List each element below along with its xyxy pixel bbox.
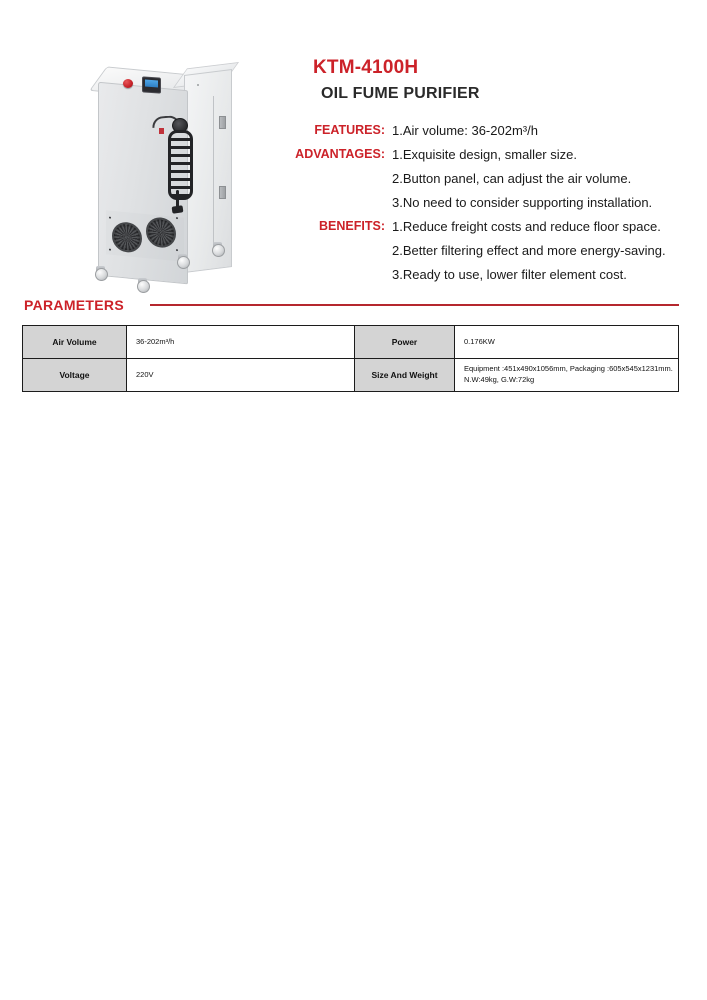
spec-label-features: FEATURES: (314, 123, 385, 137)
param-value-size-and-weight: Equipment :451x490x1056mm, Packaging :605x545x1231mm. N.W:49kg, G.W:72kg (455, 359, 679, 392)
product-photo (60, 48, 270, 298)
param-key-power: Power (355, 326, 455, 359)
spec-value-benefits-3: 3.Ready to use, lower filter element cost. (392, 267, 627, 282)
panel-screw (109, 249, 111, 251)
product-subtitle: OIL FUME PURIFIER (321, 84, 480, 102)
table-row (23, 326, 679, 359)
indicator-dot-icon (197, 84, 199, 86)
param-key-size-and-weight: Size And Weight (355, 359, 455, 392)
fan-grille-right-icon (146, 216, 176, 249)
spec-value-features-1: 1.Air volume: 36-202m³/h (392, 123, 538, 138)
spec-value-advantages-3: 3.No need to consider supporting installation. (392, 195, 653, 210)
caster-wheel (136, 278, 149, 293)
param-value-voltage: 220V (127, 359, 355, 392)
caster-wheel (94, 266, 107, 281)
spec-group-features (288, 120, 698, 141)
spec-group-advantages (288, 144, 698, 165)
door-hinge-lower (219, 186, 226, 199)
spec-label-benefits: BENEFITS: (319, 219, 385, 233)
panel-screw (176, 217, 178, 219)
spec-value-benefits-1: 1.Reduce freight costs and reduce floor space. (392, 219, 661, 234)
parameters-table (22, 325, 679, 392)
product-title-block (313, 58, 480, 102)
spec-label-advantages: ADVANTAGES: (295, 147, 385, 161)
spec-value-benefits-2: 2.Better filtering effect and more energy-saving. (392, 243, 666, 258)
spec-value-advantages-1: 1.Exquisite design, smaller size. (392, 147, 577, 162)
param-key-voltage: Voltage (23, 359, 127, 392)
table-row (23, 359, 679, 392)
param-key-air-volume: Air Volume (23, 326, 127, 359)
coiled-power-cable (168, 130, 193, 200)
spec-value-advantages-2: 2.Button panel, can adjust the air volume. (392, 171, 632, 186)
warning-label (159, 128, 164, 134)
param-value-power: 0.176KW (455, 326, 679, 359)
emergency-stop-button-icon (123, 79, 133, 88)
caster-wheel (211, 242, 224, 257)
product-model-title: KTM-4100H (313, 57, 419, 78)
panel-screw (176, 249, 178, 251)
parameters-title: PARAMETERS (24, 297, 124, 313)
parameters-section-heading (24, 297, 679, 313)
spec-group-benefits (288, 216, 698, 237)
fan-grille-panel (106, 210, 184, 262)
caster-wheel (176, 254, 189, 269)
control-display-panel (142, 76, 161, 93)
fan-grille-left-icon (112, 221, 142, 254)
product-spec-list (288, 120, 698, 288)
door-hinge-upper (219, 116, 226, 129)
parameters-divider-rule (150, 304, 679, 306)
panel-screw (109, 217, 111, 219)
cabinet-door-seam (213, 96, 214, 246)
param-value-air-volume: 36-202m³/h (127, 326, 355, 359)
purifier-machine-illustration (80, 56, 240, 294)
